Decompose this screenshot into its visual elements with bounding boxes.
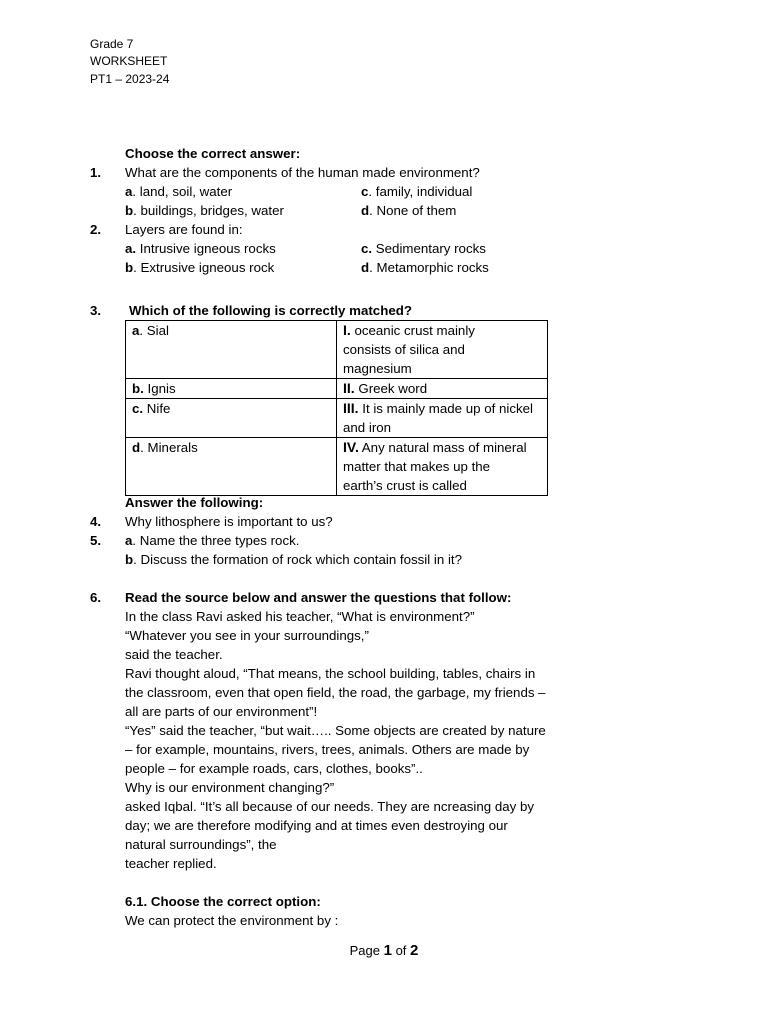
cell-line: and iron [343,420,392,435]
option-label: b [125,552,134,567]
option-label: a. [125,241,137,256]
option-text: . family, individual [368,184,473,199]
passage-line: day; we are therefore modifying and at times even destroying our [125,818,508,833]
option-label: d [361,260,370,275]
table-cell-right [337,379,548,399]
question-number-6: 6. [90,590,102,605]
current-page: 1 [383,942,392,959]
table-row [126,399,548,438]
passage-line: “Yes” said the teacher, “but wait….. Some objects are created by nature [125,723,546,738]
option-text: . None of them [369,203,457,218]
question-1-text: What are the components of the human made environment? [125,165,480,180]
cell-label: a [132,323,140,338]
passage-line: said the teacher. [125,647,223,662]
worksheet-label: WORKSHEET [90,54,168,68]
cell-text: Ignis [143,381,176,396]
table-cell-right [337,321,548,379]
option-label: c [361,184,369,199]
question-5-part-b [125,550,462,569]
cell-text: oceanic crust mainly [350,323,475,338]
cell-label: I. [343,322,351,338]
cell-label: b. [132,381,144,396]
source-passage [125,607,570,873]
question-1-option-d [361,201,456,220]
question-2-option-a [125,239,276,258]
cell-text: . Minerals [140,440,198,455]
table-cell-right [337,438,548,496]
question-number-1: 1. [90,165,102,180]
question-1-option-b [125,201,284,220]
cell-text: Nife [143,401,171,416]
page-footer [0,942,768,959]
option-label: a [125,184,133,199]
cell-label: II. [343,380,355,396]
table-row [126,379,548,399]
option-text: . Discuss the formation of rock which contain fossil in it? [133,552,462,567]
option-text: . Extrusive igneous rock [133,260,275,275]
passage-line: the classroom, even that open field, the road, the garbage, my friends – [125,685,546,700]
cell-line [343,321,543,340]
section-heading-answer: Answer the following: [125,495,264,510]
cell-label: d [132,440,141,455]
question-1-option-a [125,182,232,201]
option-label: d [361,203,370,218]
cell-text: Greek word [354,381,428,396]
option-text: . land, soil, water [132,184,233,199]
option-label: a [125,533,133,548]
question-4-text: Why lithosphere is important to us? [125,514,333,529]
passage-line: natural surroundings”, the [125,837,277,852]
option-text: . buildings, bridges, water [133,203,284,218]
question-6-1-heading: 6.1. Choose the correct option: [125,894,321,909]
question-6-heading: Read the source below and answer the questions that follow: [125,590,512,605]
option-text: Intrusive igneous rocks [136,241,276,256]
option-text: . Name the three types rock. [132,533,300,548]
passage-line: Ravi thought aloud, “That means, the school building, tables, chairs in [125,666,536,681]
table-cell-left [126,399,337,438]
cell-label: c. [132,401,144,416]
passage-line: all are parts of our environment”! [125,704,318,719]
passage-line: people – for example roads, cars, clothes, books”.. [125,761,423,776]
cell-label: IV. [343,439,359,455]
cell-line [343,379,543,398]
question-2-option-d [361,258,489,277]
cell-line: magnesium [343,361,412,376]
table-cell-left [126,321,337,379]
table-cell-right [337,399,548,438]
of-word: of [391,943,411,958]
question-3-heading: Which of the following is correctly matched? [129,303,412,318]
passage-line: – for example, mountains, rivers, trees, animals. Others are made by [125,742,530,757]
cell-text: Any natural mass of mineral [358,440,527,455]
option-text: . Metamorphic rocks [369,260,489,275]
question-2-option-c [361,239,486,258]
question-1-option-c [361,182,472,201]
table-cell-left [126,379,337,399]
total-pages: 2 [410,942,419,959]
question-number-4: 4. [90,514,102,529]
table-row [126,438,548,496]
grade-label: Grade 7 [90,37,134,51]
cell-line: matter that makes up the [343,459,491,474]
question-number-2: 2. [90,222,102,237]
cell-line: earth’s crust is called [343,478,467,493]
passage-line: Why is our environment changing?” [125,780,335,795]
section-heading-choose: Choose the correct answer: [125,146,301,161]
option-label: b [125,260,134,275]
cell-text: . Sial [139,323,169,338]
cell-line [343,438,543,457]
question-2-option-b [125,258,274,277]
option-label: b [125,203,134,218]
table-cell-left [126,438,337,496]
passage-line: “Whatever you see in your surroundings,” [125,628,369,643]
passage-line: teacher replied. [125,856,217,871]
table-row [126,321,548,379]
question-number-3: 3. [90,303,102,318]
question-number-5: 5. [90,533,102,548]
passage-line: asked Iqbal. “It’s all because of our needs. They are ncreasing day by [125,799,535,814]
question-6-1-text: We can protect the environment by : [125,913,339,928]
option-text: Sedimentary rocks [372,241,486,256]
cell-label: III. [343,400,359,416]
question-5-part-a [125,531,299,550]
page-word: Page [349,943,384,958]
match-table [125,320,548,496]
cell-line: consists of silica and [343,342,465,357]
cell-line [343,399,543,418]
cell-text: It is mainly made up of nickel [358,401,533,416]
term-label: PT1 – 2023-24 [90,72,170,86]
passage-line: In the class Ravi asked his teacher, “What is environment?” [125,609,475,624]
option-label: c. [361,241,373,256]
question-2-text: Layers are found in: [125,222,243,237]
